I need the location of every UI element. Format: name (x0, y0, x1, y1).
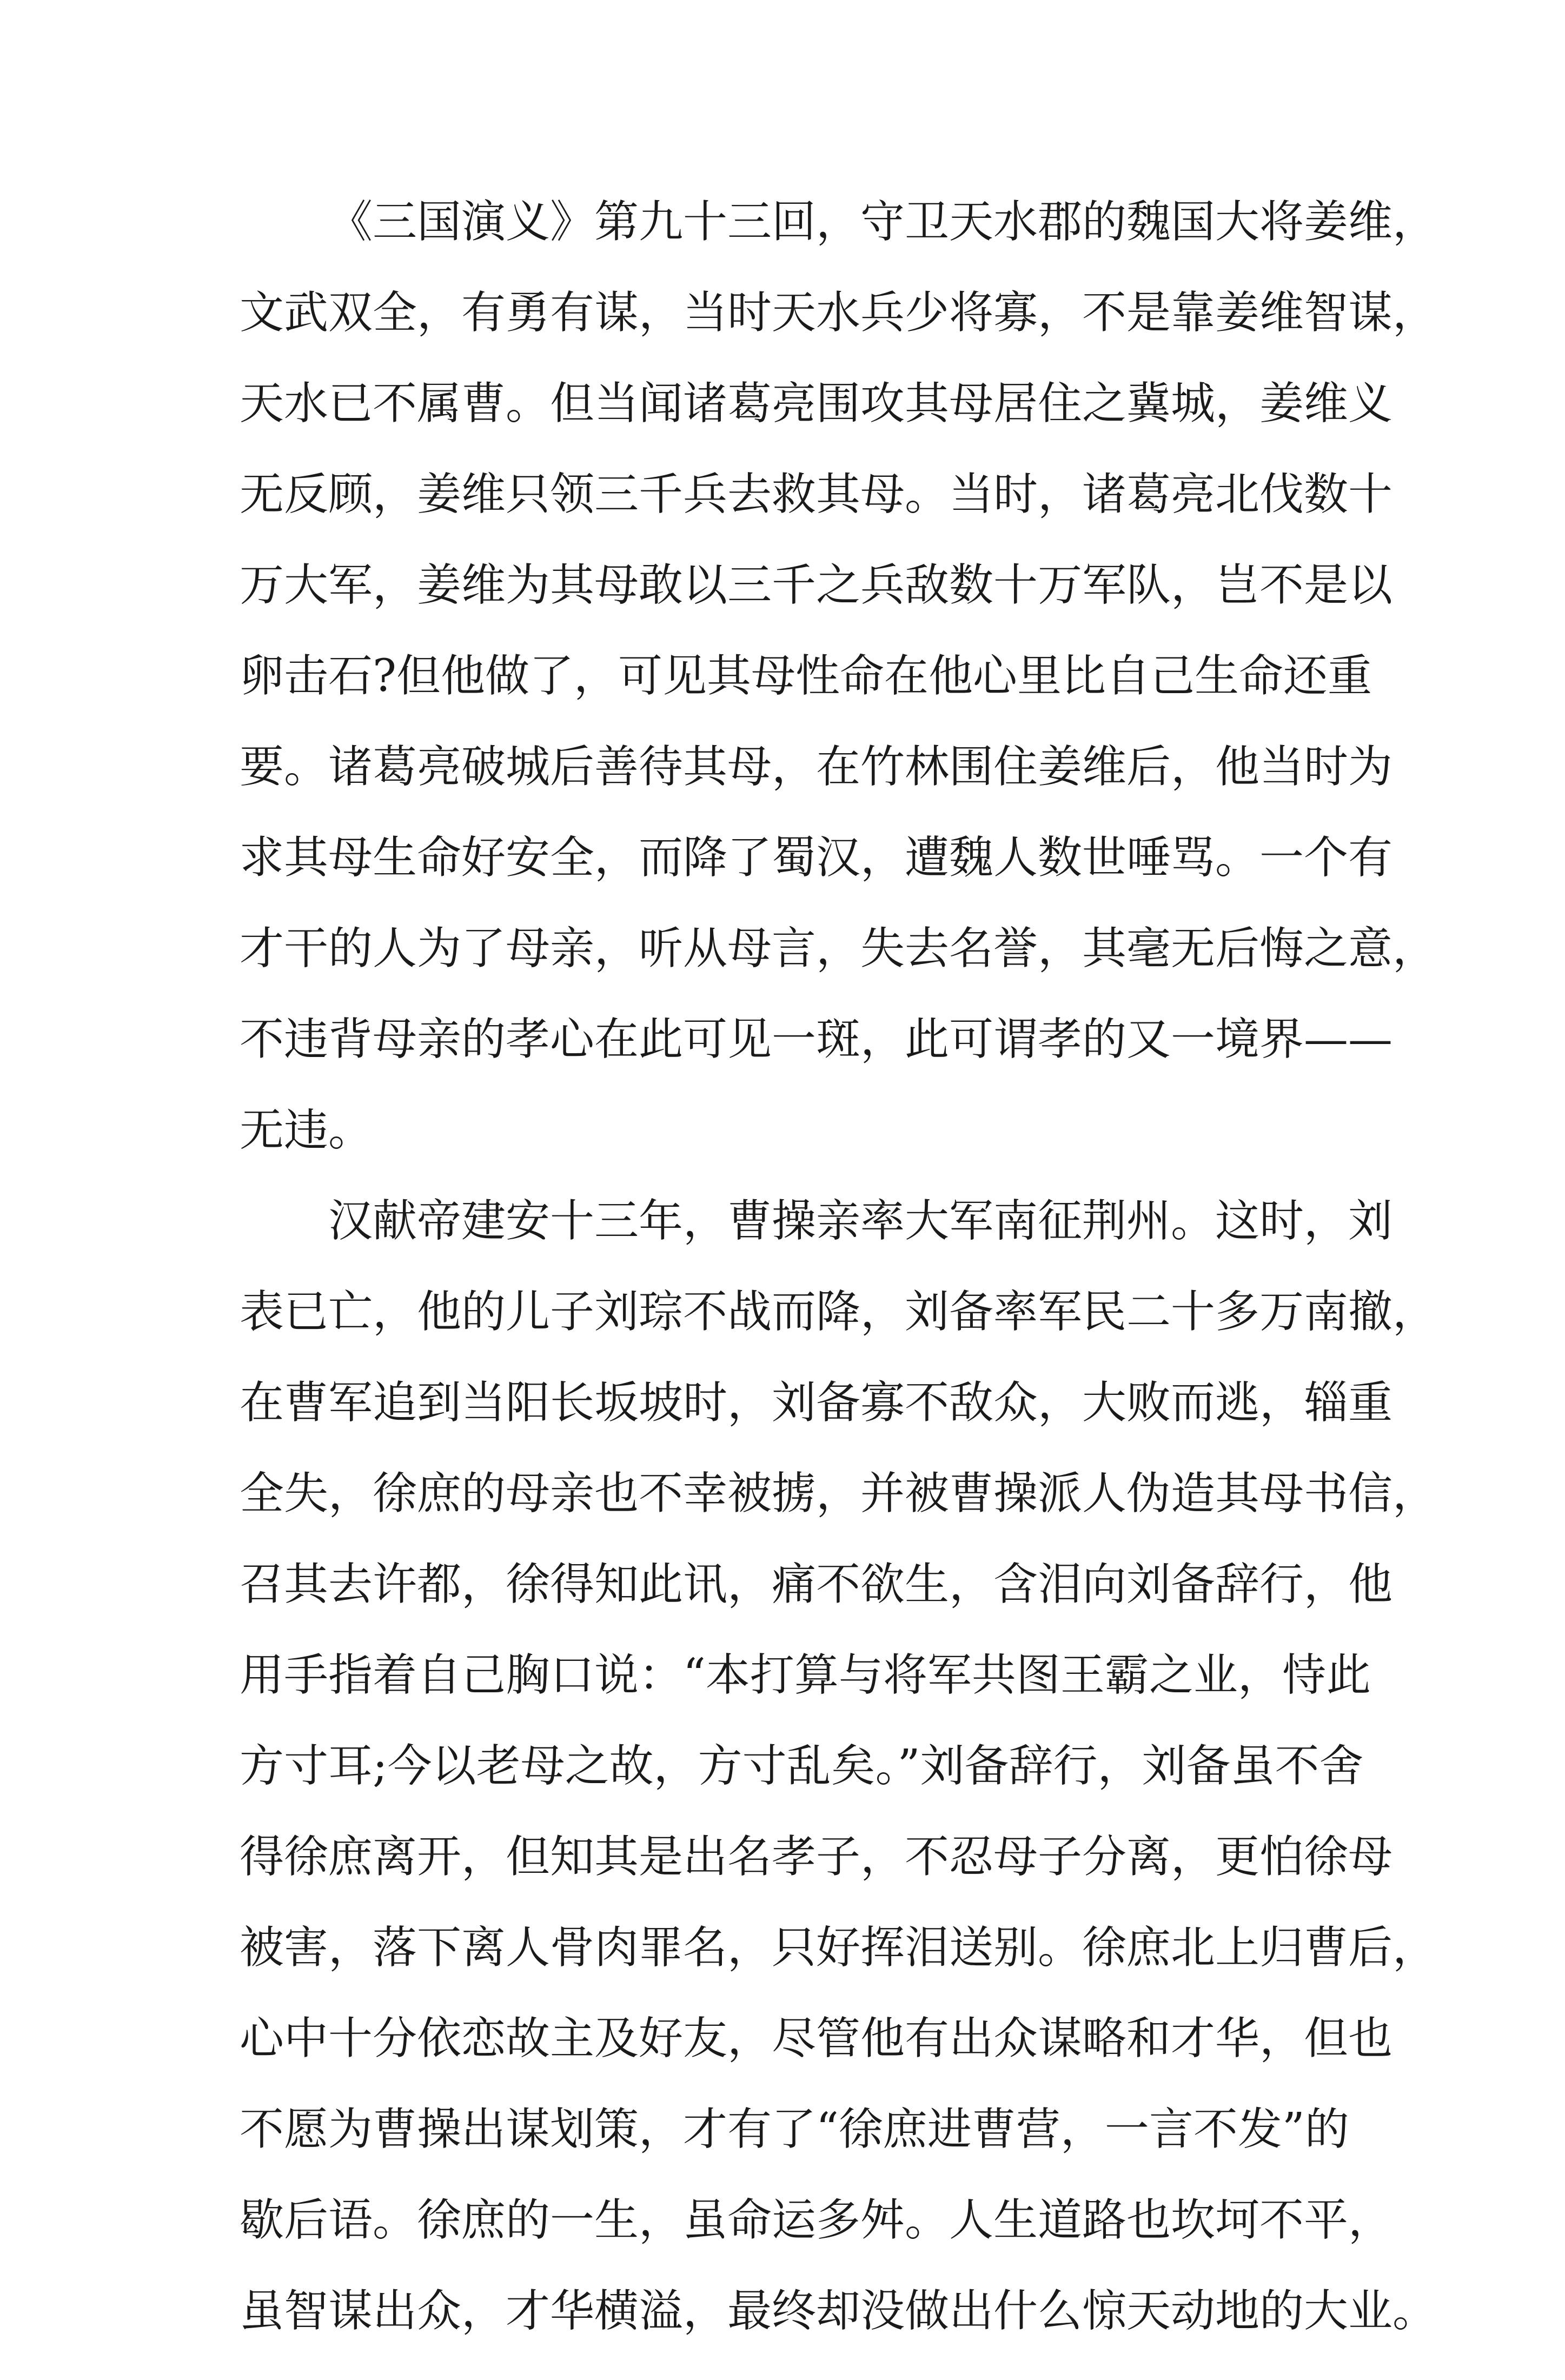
text-line: 全失，徐庶的母亲也不幸被掳，并被曹操派人伪造其母书信， (240, 1468, 1437, 1519)
text-line: 召其去许都，徐得知此讯，痛不欲生，含泪向刘备辞行，他 (240, 1559, 1393, 1610)
text-line: 得徐庶离开，但知其是出名孝子，不忍母子分离，更怕徐母 (240, 1831, 1393, 1883)
text-line: 要。诸葛亮破城后善待其母，在竹林围住姜维后，他当时为 (240, 741, 1393, 793)
text-line: 不违背母亲的孝心在此可见一斑，此可谓孝的又一境界—— (240, 1014, 1393, 1065)
text-line: 《三国演义》第九十三回，守卫天水郡的魏国大将姜维， (328, 196, 1437, 248)
text-line: 虽智谋出众，才华横溢，最终却没做出什么惊天动地的大业。 (240, 2285, 1437, 2337)
text-line: 方寸耳;今以老母之故，方寸乱矣。”刘备辞行，刘备虽不舍 (240, 1740, 1364, 1792)
document-body (240, 196, 1437, 2380)
text-line: 卵击石?但他做了，可见其母性命在他心里比自己生命还重 (240, 650, 1372, 702)
text-line: 歇后语。徐庶的一生，虽命运多舛。人生道路也坎坷不平， (240, 2195, 1393, 2246)
paragraph-jiang-wei (240, 196, 1437, 1156)
text-line: 万大军，姜维为其母敢以三千之兵敌数十万军队，岂不是以 (240, 560, 1393, 611)
text-line: 求其母生命好安全，而降了蜀汉，遭魏人数世唾骂。一个有 (240, 832, 1393, 883)
text-line: 无反顾，姜维只领三千兵去救其母。当时，诸葛亮北伐数十 (240, 469, 1393, 520)
text-line: 在曹军追到当阳长坂坡时，刘备寡不敌众，大败而逃，辎重 (240, 1377, 1393, 1428)
text-line: 汉献帝建安十三年，曹操亲率大军南征荆州。这时，刘 (328, 1195, 1393, 1247)
text-line: 心中十分依恋故主及好友，尽管他有出众谋略和才华，但也 (240, 2013, 1393, 2064)
text-line: 不愿为曹操出谋划策，才有了“徐庶进曹营，一言不发”的 (240, 2104, 1349, 2155)
text-line: 用手指着自己胸口说：“本打算与将军共图王霸之业，恃此 (240, 1650, 1371, 1701)
text-line: 文武双全，有勇有谋，当时天水兵少将寡，不是靠姜维智谋， (240, 287, 1437, 338)
text-line: 才干的人为了母亲，听从母言，失去名誉，其毫无后悔之意， (240, 923, 1437, 974)
text-line: 表已亡，他的儿子刘琮不战而降，刘备率军民二十多万南撤， (240, 1286, 1437, 1338)
text-line: 天水已不属曹。但当闻诸葛亮围攻其母居住之冀城，姜维义 (240, 378, 1393, 429)
paragraph-xu-shu (240, 1195, 1437, 2337)
text-line: 无违。 (240, 1105, 373, 1156)
text-line: 被害，落下离人骨肉罪名，只好挥泪送别。徐庶北上归曹后， (240, 1922, 1437, 1973)
